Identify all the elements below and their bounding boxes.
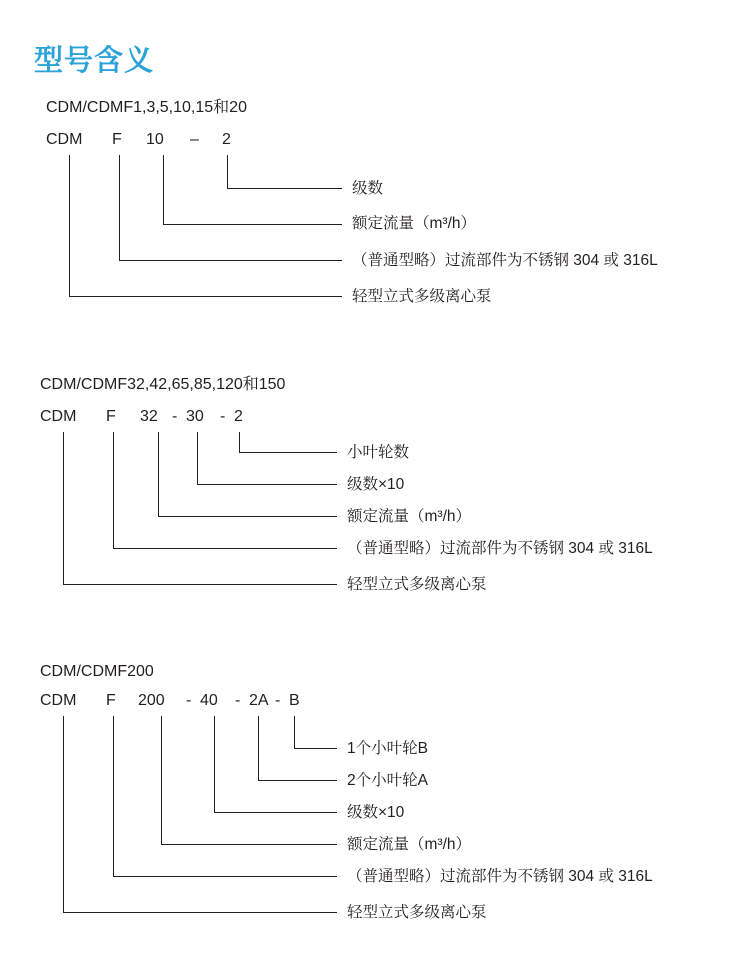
block-3-leader-6-horizontal bbox=[63, 912, 337, 913]
block-2-leader-1-vertical bbox=[239, 432, 240, 452]
block-3-token-3: - bbox=[186, 692, 192, 709]
block-2-token-3: - bbox=[172, 408, 178, 425]
block-3-leader-4-vertical bbox=[161, 716, 162, 844]
block-1-leader-2-vertical bbox=[163, 155, 164, 224]
block-1-token-4: 2 bbox=[222, 131, 231, 148]
block-3-token-8: B bbox=[289, 692, 300, 709]
block-1-note-0: 级数 bbox=[352, 180, 384, 197]
block-2-token-0: CDM bbox=[40, 408, 77, 425]
block-2-leader-2-horizontal bbox=[197, 484, 337, 485]
block-2-leader-3-vertical bbox=[158, 432, 159, 516]
block-2-leader-5-horizontal bbox=[63, 584, 337, 585]
block-3-token-4: 40 bbox=[200, 692, 218, 709]
block-1-token-1: F bbox=[112, 131, 122, 148]
block-1-note-3: 轻型立式多级离心泵 bbox=[352, 288, 492, 305]
block-1-leader-3-horizontal bbox=[119, 260, 342, 261]
block-2-token-2: 32 bbox=[140, 408, 158, 425]
block-2-note-4: 轻型立式多级离心泵 bbox=[347, 576, 487, 593]
block-1-note-1: 额定流量（m³/h） bbox=[352, 215, 477, 232]
block-1-leader-1-horizontal bbox=[227, 188, 342, 189]
block-1-leader-2-horizontal bbox=[163, 224, 342, 225]
block-3-note-5: 轻型立式多级离心泵 bbox=[347, 904, 487, 921]
block-3-leader-1-vertical bbox=[294, 716, 295, 748]
block-3-note-2: 级数×10 bbox=[347, 804, 405, 821]
block-3-leader-4-horizontal bbox=[161, 844, 337, 845]
block-3-leader-3-horizontal bbox=[214, 812, 337, 813]
block-1-token-0: CDM bbox=[46, 131, 83, 148]
block-1-token-3: – bbox=[190, 131, 199, 148]
block-2-leader-5-vertical bbox=[63, 432, 64, 584]
block-3-note-4: （普通型略）过流部件为不锈钢 304 或 316L bbox=[347, 868, 653, 885]
block-2-token-6: 2 bbox=[234, 408, 243, 425]
block-3-token-5: - bbox=[235, 692, 241, 709]
block-2-note-0: 小叶轮数 bbox=[347, 444, 410, 461]
block-3-note-1: 2个小叶轮A bbox=[347, 772, 428, 789]
block-3-leader-6-vertical bbox=[63, 716, 64, 912]
page-title: 型号含义 bbox=[34, 45, 155, 77]
block-1-leader-4-horizontal bbox=[69, 296, 342, 297]
block-2-leader-1-horizontal bbox=[239, 452, 337, 453]
block-2-leader-4-horizontal bbox=[113, 548, 337, 549]
block-3-leader-1-horizontal bbox=[294, 748, 337, 749]
block-1-note-2: （普通型略）过流部件为不锈钢 304 或 316L bbox=[352, 252, 658, 269]
block-1-leader-1-vertical bbox=[227, 155, 228, 188]
block-3-leader-2-horizontal bbox=[258, 780, 337, 781]
block-3-leader-5-horizontal bbox=[113, 876, 337, 877]
block-2-leader-3-horizontal bbox=[158, 516, 337, 517]
block-1-leader-3-vertical bbox=[119, 155, 120, 260]
block-1-token-2: 10 bbox=[146, 131, 164, 148]
block-3-leader-2-vertical bbox=[258, 716, 259, 780]
block-2-token-5: - bbox=[220, 408, 226, 425]
block-1-leader-4-vertical bbox=[69, 155, 70, 296]
block-1-heading: CDM/CDMF1,3,5,10,15和20 bbox=[46, 99, 247, 116]
block-2-note-3: （普通型略）过流部件为不锈钢 304 或 316L bbox=[347, 540, 653, 557]
block-3-note-0: 1个小叶轮B bbox=[347, 740, 428, 757]
block-2-token-4: 30 bbox=[186, 408, 204, 425]
block-3-heading: CDM/CDMF200 bbox=[40, 663, 154, 680]
block-2-note-2: 额定流量（m³/h） bbox=[347, 508, 472, 525]
block-3-leader-3-vertical bbox=[214, 716, 215, 812]
block-2-leader-2-vertical bbox=[197, 432, 198, 484]
block-3-token-1: F bbox=[106, 692, 116, 709]
block-3-token-6: 2A bbox=[249, 692, 269, 709]
block-3-token-7: - bbox=[275, 692, 281, 709]
block-2-heading: CDM/CDMF32,42,65,85,120和150 bbox=[40, 376, 286, 393]
block-3-note-3: 额定流量（m³/h） bbox=[347, 836, 472, 853]
block-3-token-0: CDM bbox=[40, 692, 77, 709]
block-3-token-2: 200 bbox=[138, 692, 165, 709]
block-2-note-1: 级数×10 bbox=[347, 476, 405, 493]
block-2-leader-4-vertical bbox=[113, 432, 114, 548]
block-3-leader-5-vertical bbox=[113, 716, 114, 876]
block-2-token-1: F bbox=[106, 408, 116, 425]
